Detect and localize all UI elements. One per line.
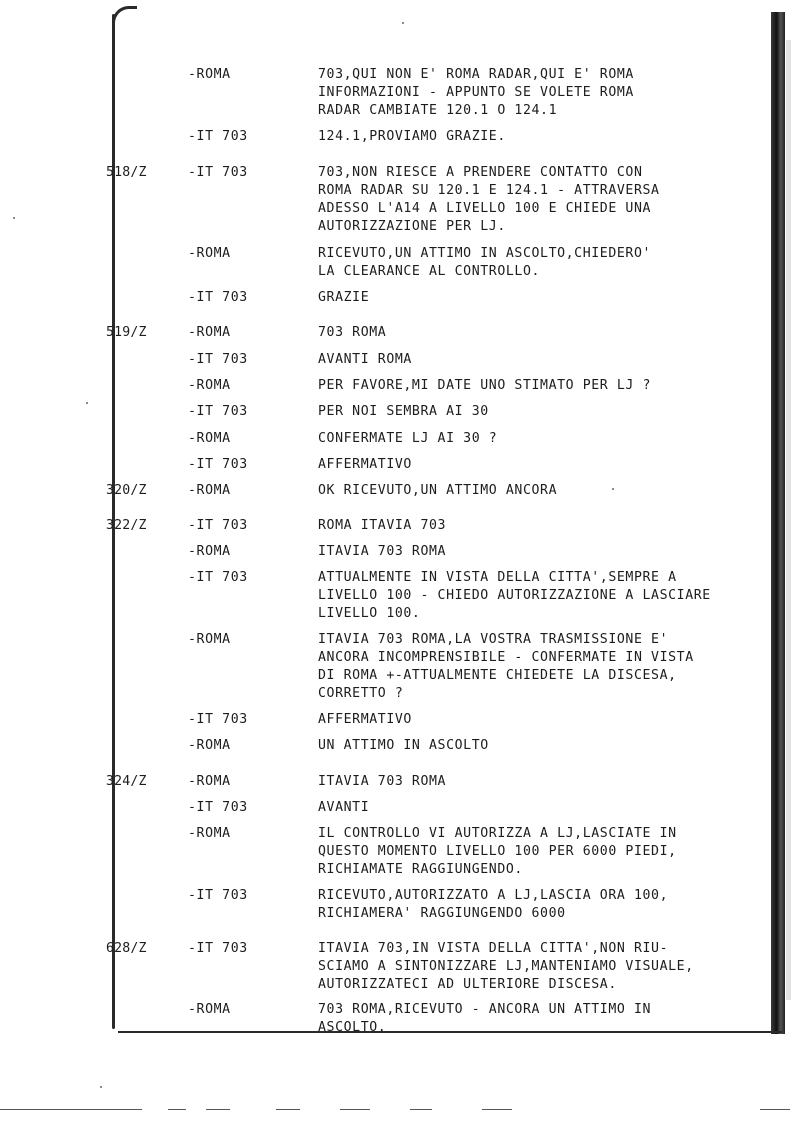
speaker-label: -IT 703 (188, 800, 248, 815)
message-line: ANCORA INCOMPRENSIBILE - CONFERMATE IN VISTA (318, 650, 694, 665)
message-line: ATTUALMENTE IN VISTA DELLA CITTA',SEMPRE A (318, 570, 677, 585)
message-line: RICHIAMATE RAGGIUNGENDO. (318, 862, 523, 877)
message-line: QUESTO MOMENTO LIVELLO 100 PER 6000 PIEDI, (318, 844, 677, 859)
scan-artifact-line (760, 1109, 790, 1110)
speaker-label: -IT 703 (188, 457, 248, 472)
message-line: ROMA ITAVIA 703 (318, 518, 447, 533)
scan-artifact-line (168, 1109, 186, 1110)
message-line: LIVELLO 100 - CHIEDO AUTORIZZAZIONE A LASCIARE (318, 588, 711, 603)
message-line: RICHIAMERA' RAGGIUNGENDO 6000 (318, 906, 566, 921)
timestamp: 519/Z (106, 325, 147, 340)
message-line: LA CLEARANCE AL CONTROLLO. (318, 264, 541, 279)
timestamp: 518/Z (106, 165, 147, 180)
message-line: SCIAMO A SINTONIZZARE LJ,MANTENIAMO VISUALE, (318, 959, 694, 974)
speaker-label: -IT 703 (188, 129, 248, 144)
message-line: RICEVUTO,UN ATTIMO IN ASCOLTO,CHIEDERO' (318, 246, 652, 261)
scan-artifact-line (276, 1109, 300, 1110)
speaker-label: -IT 703 (188, 570, 248, 585)
message-line: GRAZIE (318, 290, 370, 305)
message-line: AFFERMATIVO (318, 457, 412, 472)
message-line: 703 ROMA (318, 325, 387, 340)
timestamp: 324/Z (106, 774, 147, 789)
message-line: CONFERMATE LJ AI 30 ? (318, 431, 498, 446)
timestamp: 322/Z (106, 518, 147, 533)
message-line: OK RICEVUTO,UN ATTIMO ANCORA (318, 483, 558, 498)
speaker-label: -ROMA (188, 378, 231, 393)
speaker-label: -ROMA (188, 1002, 231, 1017)
scan-artifact-line (0, 1109, 142, 1110)
speaker-label: -IT 703 (188, 941, 248, 956)
speaker-label: -ROMA (188, 246, 231, 261)
scan-edge-shadow (786, 40, 791, 1000)
speaker-label: -ROMA (188, 632, 231, 647)
message-line: DI ROMA +-ATTUALMENTE CHIEDETE LA DISCESA, (318, 668, 677, 683)
speaker-label: -ROMA (188, 67, 231, 82)
scan-margin-hook (112, 6, 137, 23)
message-line: IL CONTROLLO VI AUTORIZZA A LJ,LASCIATE IN (318, 826, 677, 841)
message-line: CORRETTO ? (318, 686, 404, 701)
message-line: LIVELLO 100. (318, 606, 421, 621)
timestamp: 320/Z (106, 483, 147, 498)
speaker-label: -IT 703 (188, 712, 248, 727)
scan-speck (13, 217, 15, 219)
bottom-rule (118, 1031, 782, 1033)
scan-edge-shadow (771, 12, 785, 1034)
message-line: AUTORIZZAZIONE PER LJ. (318, 219, 506, 234)
scan-speck (100, 1086, 102, 1088)
speaker-label: -ROMA (188, 431, 231, 446)
message-line: 703,NON RIESCE A PRENDERE CONTATTO CON (318, 165, 643, 180)
speaker-label: -ROMA (188, 325, 231, 340)
speaker-label: -IT 703 (188, 404, 248, 419)
message-line: 703,QUI NON E' ROMA RADAR,QUI E' ROMA (318, 67, 634, 82)
scan-artifact-line (340, 1109, 370, 1110)
message-line: ITAVIA 703 ROMA (318, 774, 447, 789)
speaker-label: -IT 703 (188, 290, 248, 305)
message-line: ROMA RADAR SU 120.1 E 124.1 - ATTRAVERSA (318, 183, 660, 198)
message-line: UN ATTIMO IN ASCOLTO (318, 738, 489, 753)
speaker-label: -IT 703 (188, 518, 248, 533)
speaker-label: -ROMA (188, 483, 231, 498)
message-line: AFFERMATIVO (318, 712, 412, 727)
speaker-label: -ROMA (188, 738, 231, 753)
speaker-label: -IT 703 (188, 352, 248, 367)
scan-artifact-line (482, 1109, 512, 1110)
scan-artifact-line (206, 1109, 230, 1110)
scan-speck (86, 402, 88, 404)
scan-artifact-line (410, 1109, 432, 1110)
message-line: INFORMAZIONI - APPUNTO SE VOLETE ROMA (318, 85, 634, 100)
message-line: RADAR CAMBIATE 120.1 O 124.1 (318, 103, 558, 118)
speaker-label: -ROMA (188, 774, 231, 789)
speaker-label: -IT 703 (188, 888, 248, 903)
message-line: ITAVIA 703,IN VISTA DELLA CITTA',NON RIU- (318, 941, 669, 956)
message-line: PER NOI SEMBRA AI 30 (318, 404, 489, 419)
speaker-label: -ROMA (188, 826, 231, 841)
timestamp: 628/Z (106, 941, 147, 956)
message-line: AVANTI ROMA (318, 352, 412, 367)
message-line: PER FAVORE,MI DATE UNO STIMATO PER LJ ? (318, 378, 652, 393)
message-line: AVANTI (318, 800, 370, 815)
scan-speck (402, 22, 404, 24)
message-line: ADESSO L'A14 A LIVELLO 100 E CHIEDE UNA (318, 201, 652, 216)
message-line: 703 ROMA,RICEVUTO - ANCORA UN ATTIMO IN (318, 1002, 652, 1017)
message-line: 124.1,PROVIAMO GRAZIE. (318, 129, 506, 144)
message-line: ITAVIA 703 ROMA,LA VOSTRA TRASMISSIONE E' (318, 632, 669, 647)
speaker-label: -IT 703 (188, 165, 248, 180)
speaker-label: -ROMA (188, 544, 231, 559)
message-line: AUTORIZZATECI AD ULTERIORE DISCESA. (318, 977, 617, 992)
message-line: RICEVUTO,AUTORIZZATO A LJ,LASCIA ORA 100, (318, 888, 669, 903)
message-line: ITAVIA 703 ROMA (318, 544, 447, 559)
message-line: ASCOLTO. (318, 1020, 387, 1035)
scan-speck (612, 488, 614, 490)
